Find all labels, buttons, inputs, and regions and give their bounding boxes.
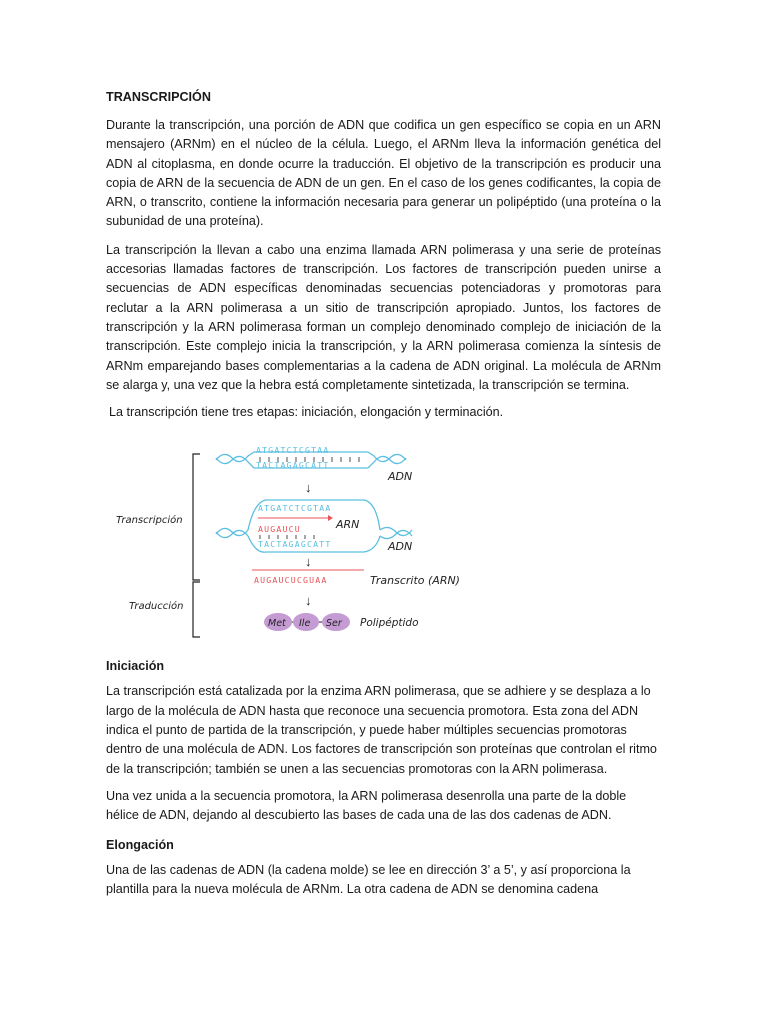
heading-elongacion: Elongación bbox=[106, 837, 174, 852]
paragraph-intro: Durante la transcripción, una porción de ADN que codifica un gen específico se copia en un ARN mensajero (ARNm) en el núcleo de la célula. Luego, el ARNm lleva la información genética del ADN al citoplasma, en donde ocurre la traducción. El objetivo de la transcripción es producir una copia de ARN de la secuencia de ADN de un gen. En el caso de los genes codificantes, la copia de ARN, o transcrito, contiene la información necesaria para generar un polipéptido (una proteína o la subunidad de una proteína). bbox=[106, 118, 661, 229]
label-traduccion: Traducción bbox=[129, 601, 184, 613]
amino-acid-met-label: Met bbox=[268, 618, 286, 630]
dna-top-strand-seq-2: ATGATCTCGTAA bbox=[258, 503, 332, 514]
paragraph-unwinding: Una vez unida a la secuencia promotora, la ARN polimerasa desenrolla una parte de la doble hélice de ADN, dejando al descubierto las bases de cada una de las dos cadenas de ADN. bbox=[106, 788, 627, 823]
paragraph-stages: La transcripción tiene tres etapas: iniciación, elongación y terminación. bbox=[109, 405, 504, 420]
arrow-down-icon: ↓ bbox=[305, 480, 312, 496]
bracket-transcripcion bbox=[193, 454, 200, 580]
arrow-down-icon: ↓ bbox=[305, 593, 312, 609]
label-adn-2: ADN bbox=[388, 540, 413, 554]
dna-top-strand-seq: ATGATCTCGTAA bbox=[256, 445, 330, 456]
paragraph-iniciacion: La transcripción está catalizada por la enzima ARN polimerasa, que se adhiere y se desplaza a lo largo de la molécula de ADN hasta que reconoce una secuencia promotora. Esta zona del ADN indica el punto de partida de la transcripción, y puede haber múltiples secuencias promotoras dentro de una molécula de ADN. Los factores de transcripción son proteínas que controlan el ritmo de la transcripción; también se unen a las secuencias promotoras con la ARN polimerasa. bbox=[106, 684, 657, 776]
bracket-traduccion bbox=[193, 582, 200, 637]
dna-bottom-strand-seq: TACTAGAGCATT bbox=[256, 460, 330, 471]
arrow-down-icon: ↓ bbox=[305, 554, 312, 570]
amino-acid-ser-label: Ser bbox=[326, 618, 342, 630]
rna-strand-seq: AUGAUCU bbox=[258, 524, 301, 535]
label-polipeptido: Polipéptido bbox=[360, 617, 419, 630]
dna-bottom-strand-seq-2: TACTAGAGCATT bbox=[258, 539, 332, 550]
amino-acid-ile-label: Ile bbox=[299, 618, 311, 630]
document-title: TRANSCRIPCIÓN bbox=[106, 90, 211, 104]
paragraph-polymerase: La transcripción la llevan a cabo una enzima llamada ARN polimerasa y una serie de proteínas accesorias llamadas factores de transcripción. Los factores de transcripción pueden unirse a secuencias de ADN específicas denominadas secuencias potenciadoras y promotoras para reclutar a la ARN polimerasa a un sitio de transcripción apropiado. Juntos, los factores de transcripción y la ARN polimerasa forman un complejo denominado complejo de iniciación de la transcripción. Este complejo inicia la transcripción, y la ARN polimerasa comienza la síntesis de ARNm emparejando bases complementarias a la cadena de ADN original. La molécula de ARNm se alarga y, una vez que la hebra está completamente sintetizada, la transcripción se termina. bbox=[106, 242, 661, 392]
paragraph-elongacion: Una de las cadenas de ADN (la cadena molde) se lee en dirección 3’ a 5’, y así proporciona la plantilla para la nueva molécula de ARNm. La otra cadena de ADN se denomina cadena bbox=[106, 862, 631, 896]
label-arn: ARN bbox=[336, 518, 360, 532]
document-body bbox=[106, 90, 661, 899]
label-adn-1: ADN bbox=[388, 470, 413, 484]
label-transcrito: Transcrito (ARN) bbox=[370, 574, 460, 588]
label-transcripcion: Transcripción bbox=[116, 515, 183, 527]
transcription-diagram bbox=[96, 432, 516, 647]
transcript-seq: AUGAUCUCGUAA bbox=[254, 575, 328, 586]
heading-iniciacion: Iniciación bbox=[106, 659, 165, 674]
rna-arrowhead bbox=[328, 515, 333, 521]
